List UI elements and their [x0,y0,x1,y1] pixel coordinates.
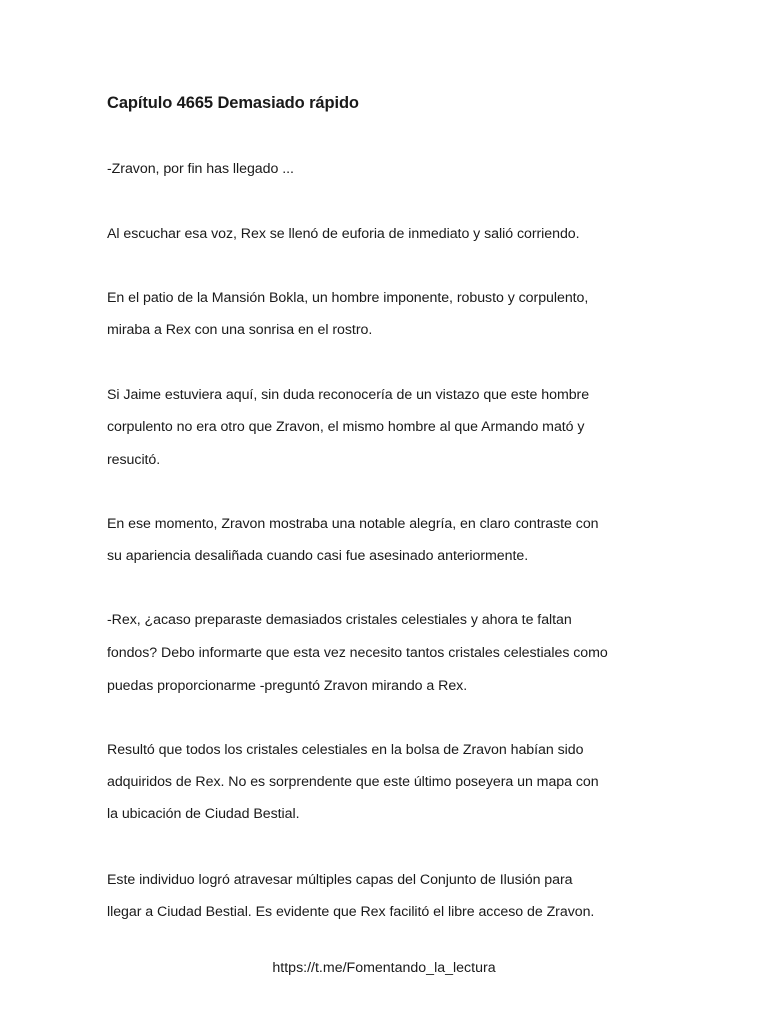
text-line: Si Jaime estuviera aquí, sin duda reconocería de un vistazo que este hombre [107,387,590,403]
text-line: la ubicación de Ciudad Bestial. [107,806,300,822]
text-line: corpulento no era otro que Zravon, el mismo hombre al que Armando mató y [107,419,585,435]
text-line: Resultó que todos los cristales celestiales en la bolsa de Zravon habían sido [107,742,584,758]
chapter-title: Capítulo 4665 Demasiado rápido [107,94,359,112]
text-line: -Zravon, por fin has llegado ... [107,161,294,177]
text-line: En el patio de la Mansión Bokla, un hombre imponente, robusto y corpulento, [107,290,589,306]
text-line: resucitó. [107,452,161,468]
text-line: En ese momento, Zravon mostraba una notable alegría, en claro contraste con [107,516,599,532]
text-line: -Rex, ¿acaso preparaste demasiados cristales celestiales y ahora te faltan [107,612,572,628]
text-line: miraba a Rex con una sonrisa en el rostro. [107,322,373,338]
footer-link-text: https://t.me/Fomentando_la_lectura [272,960,496,976]
text-line: adquiridos de Rex. No es sorprendente que este último poseyera un mapa con [107,774,599,790]
text-line: Este individuo logró atravesar múltiples capas del Conjunto de Ilusión para [107,872,573,888]
text-line: Al escuchar esa voz, Rex se llenó de euforia de inmediato y salió corriendo. [107,226,580,242]
text-line: puedas proporcionarme -preguntó Zravon mirando a Rex. [107,678,468,694]
text-line: llegar a Ciudad Bestial. Es evidente que Rex facilitó el libre acceso de Zravon. [107,904,595,920]
text-line: fondos? Debo informarte que esta vez necesito tantos cristales celestiales como [107,645,608,661]
text-line: su apariencia desaliñada cuando casi fue asesinado anteriormente. [107,548,529,564]
